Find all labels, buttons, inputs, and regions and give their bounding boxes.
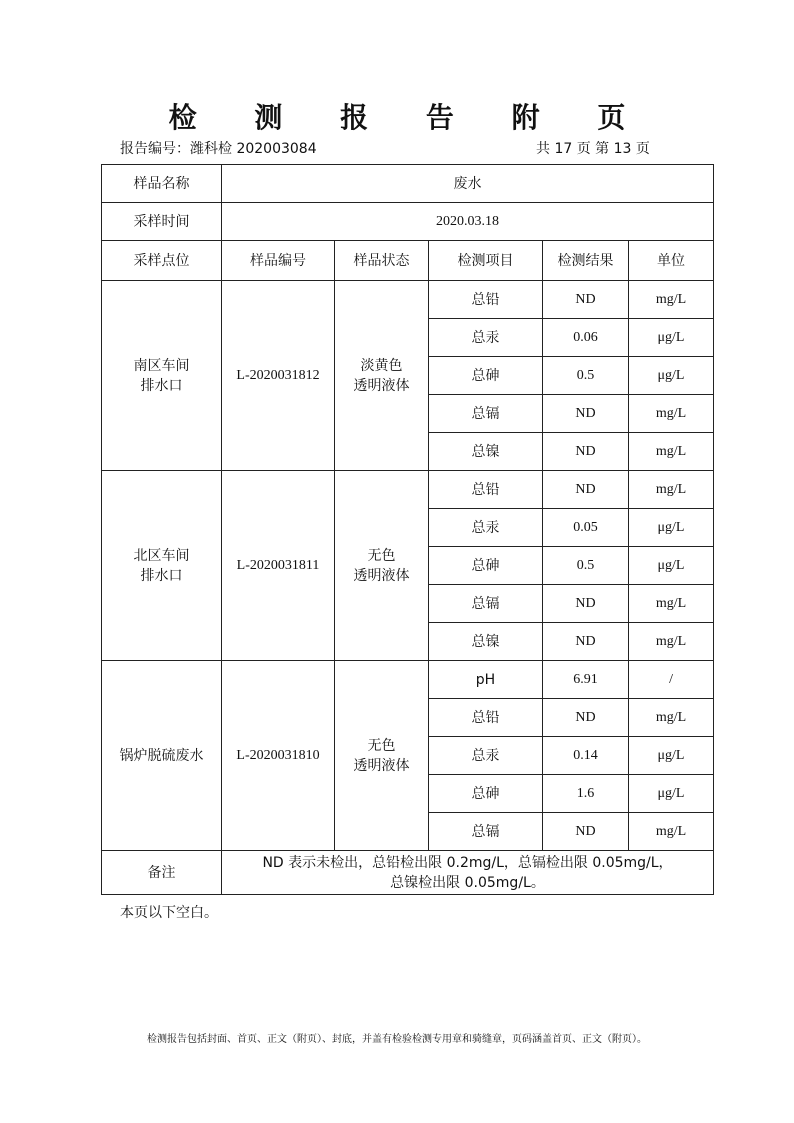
sample-state-line: 透明液体 — [353, 377, 410, 394]
test-unit: / — [629, 661, 714, 699]
page-info: 共 17 页 第 13 页 — [536, 141, 650, 157]
test-item: 总镉 — [429, 585, 543, 623]
sample-number: L-2020031810 — [222, 661, 335, 851]
test-unit: μg/L — [629, 775, 714, 813]
page-footer: 检测报告包括封面、首页、正文（附页）、封底，并盖有检验检测专用章和骑缝章，页码涵盖首页、正文（附页）。 — [147, 1034, 647, 1045]
table-row — [102, 471, 714, 509]
test-unit: mg/L — [629, 433, 714, 471]
sample-number: L-2020031812 — [222, 281, 335, 471]
test-result: ND — [543, 471, 629, 509]
col-header-state: 样品状态 — [335, 241, 429, 281]
sample-state — [335, 661, 429, 851]
test-unit: mg/L — [629, 585, 714, 623]
test-unit: mg/L — [629, 813, 714, 851]
test-result: ND — [543, 395, 629, 433]
sample-state — [335, 471, 429, 661]
test-unit: μg/L — [629, 509, 714, 547]
test-unit: μg/L — [629, 319, 714, 357]
test-result: ND — [543, 281, 629, 319]
col-header-item: 检测项目 — [429, 241, 543, 281]
col-header-location: 采样点位 — [102, 241, 222, 281]
test-item: 总砷 — [429, 547, 543, 585]
sample-name-value: 废水 — [222, 165, 714, 203]
test-unit: mg/L — [629, 471, 714, 509]
test-result: 0.06 — [543, 319, 629, 357]
test-unit: mg/L — [629, 395, 714, 433]
test-unit: mg/L — [629, 281, 714, 319]
table-row — [102, 661, 714, 699]
remark-row — [102, 851, 714, 895]
col-header-unit: 单位 — [629, 241, 714, 281]
test-result: ND — [543, 433, 629, 471]
test-result: 0.5 — [543, 547, 629, 585]
remark-line: 总镍检出限 0.05mg/L。 — [390, 874, 545, 891]
sampling-time-value: 2020.03.18 — [222, 203, 714, 241]
results-table — [101, 164, 714, 895]
test-unit: μg/L — [629, 737, 714, 775]
sample-state-line: 透明液体 — [353, 757, 410, 774]
sample-name-row — [102, 165, 714, 203]
column-header-row — [102, 241, 714, 281]
sampling-location-line: 南区车间 — [133, 357, 190, 374]
test-unit: μg/L — [629, 357, 714, 395]
test-unit: mg/L — [629, 699, 714, 737]
test-item: 总砷 — [429, 357, 543, 395]
test-item: 总砷 — [429, 775, 543, 813]
remark-label: 备注 — [102, 851, 222, 895]
sampling-time-row — [102, 203, 714, 241]
sample-state-line: 淡黄色 — [360, 357, 403, 374]
sampling-location-line: 北区车间 — [133, 547, 190, 564]
test-item: pH — [429, 661, 543, 699]
test-item: 总汞 — [429, 509, 543, 547]
sample-number: L-2020031811 — [222, 471, 335, 661]
test-result: 1.6 — [543, 775, 629, 813]
test-result: 0.14 — [543, 737, 629, 775]
test-item: 总铅 — [429, 471, 543, 509]
test-result: ND — [543, 699, 629, 737]
sample-state-line: 无色 — [367, 737, 396, 754]
test-unit: mg/L — [629, 623, 714, 661]
col-header-result: 检测结果 — [543, 241, 629, 281]
test-item: 总镍 — [429, 623, 543, 661]
remark-line: ND 表示未检出，总铅检出限 0.2mg/L，总镉检出限 0.05mg/L， — [262, 854, 673, 871]
sampling-time-label: 采样时间 — [102, 203, 222, 241]
test-result: ND — [543, 813, 629, 851]
test-result: 0.5 — [543, 357, 629, 395]
test-item: 总镉 — [429, 813, 543, 851]
test-item: 总铅 — [429, 699, 543, 737]
test-item: 总汞 — [429, 319, 543, 357]
table-row — [102, 281, 714, 319]
remark-text — [222, 851, 714, 895]
sample-state — [335, 281, 429, 471]
test-item: 总铅 — [429, 281, 543, 319]
sampling-location — [102, 471, 222, 661]
sampling-location-line: 锅炉脱硫废水 — [119, 747, 204, 764]
sampling-location — [102, 281, 222, 471]
blank-note: 本页以下空白。 — [120, 905, 218, 921]
report-title: 检 测 报 告 附 页 — [168, 101, 650, 134]
col-header-sample-no: 样品编号 — [222, 241, 335, 281]
sampling-location-line: 排水口 — [140, 377, 183, 394]
sample-state-line: 透明液体 — [353, 567, 410, 584]
test-item: 总汞 — [429, 737, 543, 775]
sample-name-label: 样品名称 — [102, 165, 222, 203]
test-result: 6.91 — [543, 661, 629, 699]
sampling-location — [102, 661, 222, 851]
report-number — [120, 138, 317, 158]
report-number-value: 潍科检 202003084 — [190, 141, 317, 157]
sampling-location-line: 排水口 — [140, 567, 183, 584]
sample-state-line: 无色 — [367, 547, 396, 564]
test-result: ND — [543, 623, 629, 661]
test-item: 总镉 — [429, 395, 543, 433]
test-result: ND — [543, 585, 629, 623]
report-number-label: 报告编号： — [120, 141, 190, 157]
test-item: 总镍 — [429, 433, 543, 471]
test-result: 0.05 — [543, 509, 629, 547]
test-unit: μg/L — [629, 547, 714, 585]
